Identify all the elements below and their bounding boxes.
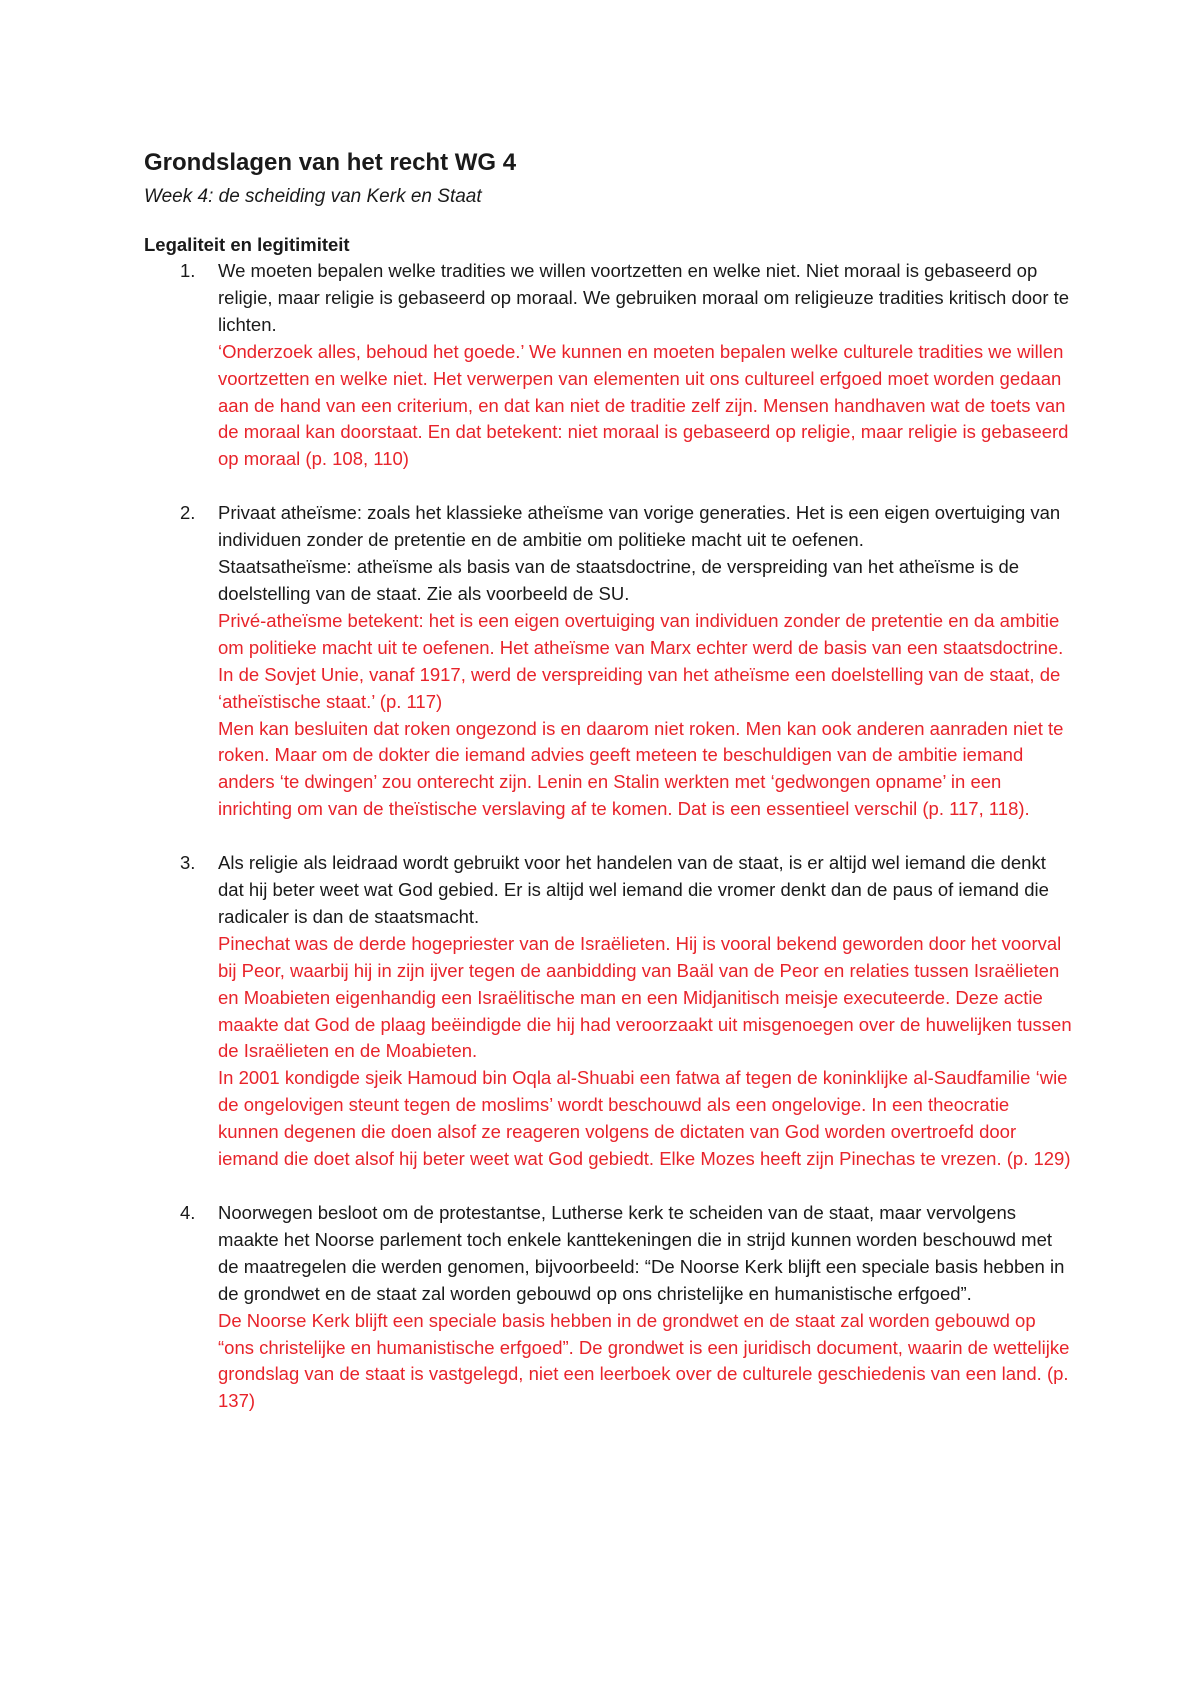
list-item-number: 4. bbox=[180, 1202, 196, 1223]
item-paragraph: Als religie als leidraad wordt gebruikt voor het handelen van de staat, is er altijd wel iemand die denkt dat hij beter weet wat God gebied. Er is altijd wel iemand die vromer denkt dan de paus of iemand die radicaler is dan de staatsmacht. bbox=[218, 852, 1049, 927]
list-item bbox=[144, 258, 1074, 473]
document-content bbox=[144, 146, 1074, 1415]
page-title: Grondslagen van het recht WG 4 bbox=[144, 149, 517, 176]
item-paragraph-annotation: De Noorse Kerk blijft een speciale basis hebben in de grondwet en de staat zal worden gebouwd op “ons christelijke en humanistische erfgoed”. De grondwet is een juridisch document, waarin de wettelijke grondslag van de staat is vastgelegd, niet een leerboek over de culturele geschiedenis van een land. (p. 137) bbox=[218, 1309, 1070, 1412]
list-item-number: 3. bbox=[180, 852, 196, 874]
numbered-list bbox=[144, 258, 1074, 1415]
list-item-number: 1. bbox=[180, 260, 196, 281]
list-item bbox=[144, 500, 1074, 823]
item-paragraph: We moeten bepalen welke tradities we willen voortzetten en welke niet. Niet moraal is gebaseerd op religie, maar religie is gebaseerd op moraal. We gebruiken moraal om religieuze tradities kritisch door te lichten. bbox=[218, 260, 1070, 335]
item-paragraph: Staatsatheïsme: atheïsme als basis van de staatsdoctrine, de verspreiding van het atheïsme is de doelstelling van de staat. Zie als voorbeeld de SU. bbox=[218, 556, 1020, 604]
item-paragraph: Noorwegen besloot om de protestantse, Lutherse kerk te scheiden van de staat, maar vervolgens maakte het Noorse parlement toch enkele kanttekeningen die in strijd kunnen worden beschouwd met de maatregelen die werden genomen, bijvoorbeeld: “De Noorse Kerk blijft een speciale basis hebben in de grondwet en de staat zal worden gebouwd op ons christelijke en humanistische erfgoed”. bbox=[218, 1202, 1065, 1304]
list-item bbox=[144, 1200, 1074, 1415]
list-item bbox=[144, 850, 1074, 1173]
page-subtitle: Week 4: de scheiding van Kerk en Staat bbox=[144, 186, 482, 207]
list-item-number: 2. bbox=[180, 502, 196, 524]
item-paragraph-annotation: Privé-atheïsme betekent: het is een eigen overtuiging van individuen zonder de pretentie en da ambitie om politieke macht uit te oefenen. Het atheïsme van Marx echter werd de basis van een staatsdoctrine. In de Sovjet Unie, vanaf 1917, werd de verspreiding van het atheïsme een doelstelling van de staat, de ‘atheïstische staat.’ (p. 117) bbox=[218, 609, 1064, 712]
item-paragraph-annotation: In 2001 kondigde sjeik Hamoud bin Oqla al-Shuabi een fatwa af tegen de koninklijke al-Saudfamilie ‘wie de ongelovigen steunt tegen de moslims’ wordt beschouwd als een ongelovige. In een theocratie kunnen degenen die doen alsof ze reageren volgens de dictaten van God worden overtroefd door iemand die doet alsof hij beter weet wat God gebiedt. Elke Mozes heeft zijn Pinechas te vrezen. (p. 129) bbox=[218, 1067, 1071, 1170]
item-paragraph-annotation: Pinechat was de derde hogepriester van de Israëlieten. Hij is vooral bekend geworden door het voorval bij Peor, waarbij hij in zijn ijver tegen de aanbidding van Baäl van de Peor en relaties tussen Israëlieten en Moabieten eigenhandig een Israëlitische man en een Midjanitisch meisje executeerde. Deze actie maakte dat God de plaag beëindigde die hij had veroorzaakt uit misgenoegen over de huwelijken tussen de Israëlieten en de Moabieten. bbox=[218, 932, 1072, 1062]
section-heading: Legaliteit en legitimiteit bbox=[144, 234, 350, 255]
item-paragraph-annotation: ‘Onderzoek alles, behoud het goede.’ We kunnen en moeten bepalen welke culturele tradities we willen voortzetten en welke niet. Het verwerpen van elementen uit ons cultureel erfgoed moet worden gedaan aan de hand van een criterium, en dat kan niet de traditie zelf zijn. Mensen handhaven wat de toets van de moraal kan doorstaat. En dat betekent: niet moraal is gebaseerd op religie, maar religie is gebaseerd op moraal (p. 108, 110) bbox=[218, 340, 1069, 470]
item-paragraph: Privaat atheïsme: zoals het klassieke atheïsme van vorige generaties. Het is een eigen overtuiging van individuen zonder de pretentie en de ambitie om politieke macht uit te oefenen. bbox=[218, 502, 1061, 551]
item-paragraph-annotation: Men kan besluiten dat roken ongezond is en daarom niet roken. Men kan ook anderen aanraden niet te roken. Maar om de dokter die iemand advies geeft meteen te beschuldigen van de ambitie iemand anders ‘te dwingen’ zou onterecht zijn. Lenin en Stalin werkten met ‘gedwongen opname’ in een inrichting om van de theïstische verslaving af te komen. Dat is een essentieel verschil (p. 117, 118). bbox=[218, 717, 1064, 820]
